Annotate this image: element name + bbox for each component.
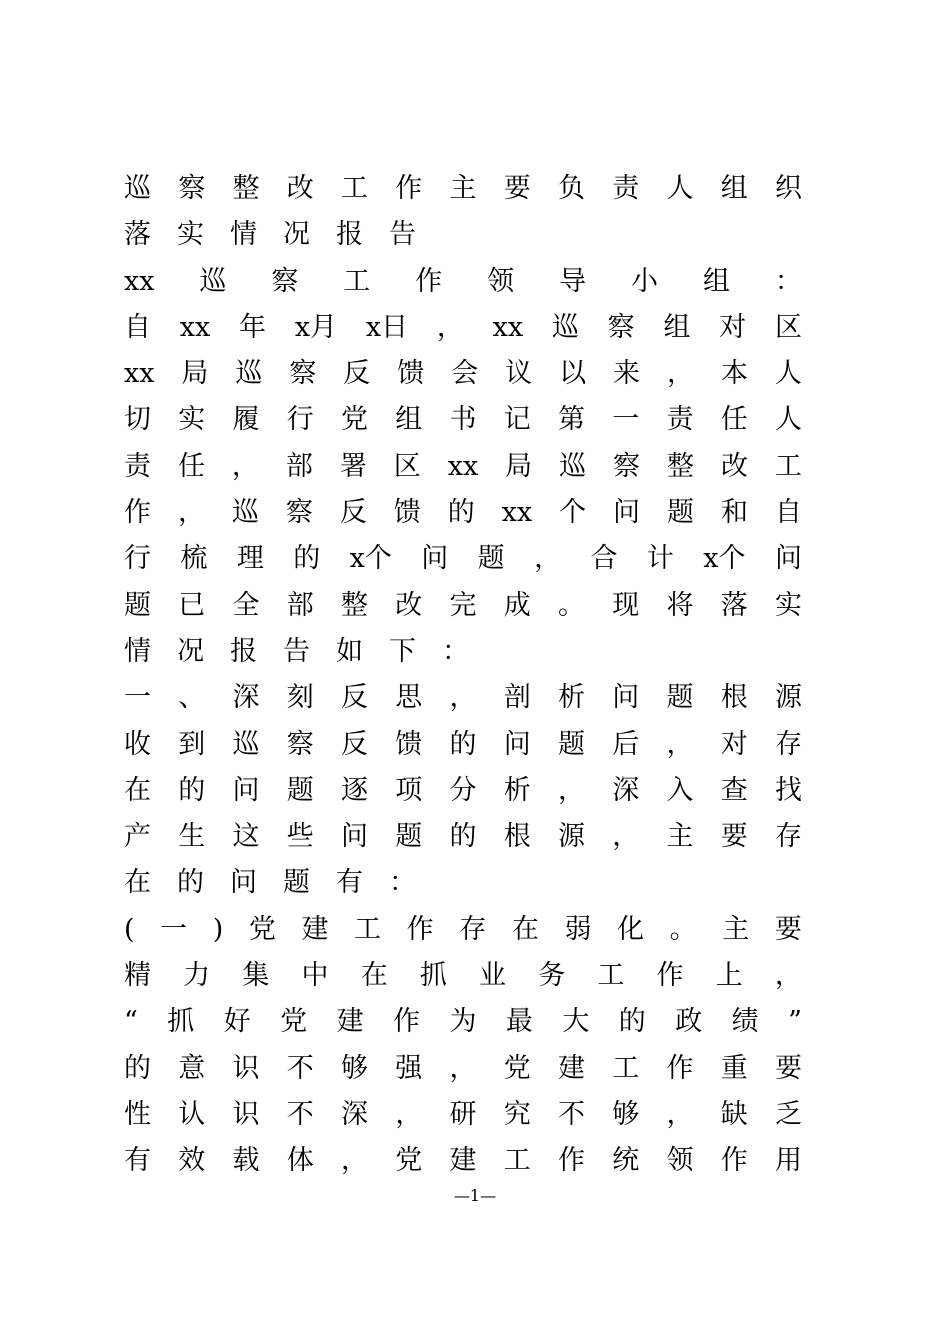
text-line [124,351,802,397]
text-token: 和 [720,497,748,529]
text-token: 告 [283,635,310,667]
text-token: 整 [667,450,694,482]
text-token: 组 [702,265,730,297]
text-token: xx [124,265,155,297]
text-token: 人 [666,173,694,204]
text-token: 乏 [775,1098,802,1130]
text-line [124,999,802,1045]
text-token: 党 [341,404,368,436]
text-token: 成 [503,589,531,621]
text-token: 化 [617,913,645,945]
text-token: 作 [406,913,434,945]
text-token: 对 [719,311,747,343]
text-line [124,1046,802,1092]
text-token: 况 [283,219,310,251]
text-line [124,583,802,629]
text-token: 刻 [286,682,314,714]
text-token: 统 [612,1145,640,1177]
text-token: 体 [286,1145,314,1177]
text-token: 领 [666,1145,694,1177]
text-token: 主 [666,821,694,853]
page-number: —1— [453,1186,497,1205]
text-token: 记 [503,404,531,436]
text-token: 反 [341,682,368,714]
text-token: ： [442,635,469,667]
text-token: 的 [449,728,477,760]
text-token: 重 [720,1052,748,1084]
text-token: 在 [124,774,151,806]
text-token: 入 [666,774,694,806]
text-token: 责 [612,173,640,204]
text-token: 署 [339,450,367,482]
text-token: 够 [612,1098,640,1130]
text-token: 改 [395,589,423,621]
text-token: 的 [449,821,477,853]
text-token: 局 [505,450,533,482]
text-line [124,490,802,536]
text-token: 整 [341,589,368,621]
text-token: 察 [285,497,313,529]
text-token: ， [558,774,585,806]
text-token: 责 [666,404,694,436]
text-token: xx [124,358,155,390]
text-token: ： [389,867,416,899]
text-token: 察 [271,265,299,297]
text-token: 建 [449,1145,477,1177]
text-token: 已 [178,589,206,621]
text-token: 到 [178,728,206,760]
text-token: 的 [293,543,321,575]
text-token: 绩 [731,1006,759,1038]
text-token: 反 [341,728,368,760]
text-token: 落 [124,219,151,251]
text-token: 负 [558,173,585,204]
text-token: 在 [511,913,539,945]
text-token: 自 [774,497,802,529]
text-token: 工 [597,960,625,992]
text-token: 。 [558,589,585,621]
text-token: 业 [479,960,507,992]
text-token: 现 [612,589,640,621]
text-token: 效 [178,1145,206,1177]
text-token: 况 [177,635,204,667]
text-token: 缺 [720,1098,748,1130]
text-token: 认 [178,1098,206,1130]
text-token: 组 [663,311,691,343]
text-token: 意 [178,1052,206,1084]
text-token: 弱 [564,913,592,945]
text-token: 梳 [180,543,208,575]
text-token: 任 [177,450,205,482]
text-token: 生 [178,821,206,853]
text-token: x个 [703,543,746,575]
text-token: 识 [232,1098,260,1130]
text-token: x月 [294,311,338,343]
text-token: 理 [236,543,264,575]
text-token: 问 [341,821,368,853]
text-token: 责 [124,450,151,482]
text-token: 人 [775,404,802,436]
text-token: ， [436,311,464,343]
text-token: ， [612,821,640,853]
text-token: 识 [232,1052,260,1084]
text-token: 不 [558,1098,585,1130]
text-token: 题 [666,682,694,714]
text-token: 的 [124,1052,151,1084]
text-token: 作 [666,1052,694,1084]
text-token: 要 [720,821,748,853]
text-token: 有 [336,867,363,899]
text-token: 区 [775,311,802,343]
text-token: 合 [590,543,618,575]
text-line [124,259,802,305]
text-token: 书 [449,404,477,436]
text-token: 自 [124,311,151,343]
text-token: 最 [505,1006,533,1038]
text-token: x日 [365,311,409,343]
text-token: ： [774,265,802,297]
text-token: 主 [449,173,477,204]
text-token: ， [231,450,259,482]
text-token: 问 [612,682,640,714]
text-token: 存 [775,728,802,760]
text-token: ， [449,682,477,714]
text-token: 计 [646,543,674,575]
text-token: 党 [280,1006,308,1038]
text-token: 题 [395,821,423,853]
text-token: 作 [124,497,151,529]
text-token: 。 [669,913,697,945]
text-token: ， [177,497,205,529]
text-token: ( [124,913,135,945]
text-token: 情 [124,635,151,667]
text-line [124,953,802,999]
text-token: 问 [230,867,257,899]
text-token: xx [447,450,479,482]
text-token: 以 [559,358,587,390]
text-token: 区 [393,450,421,482]
text-token: 作 [720,1145,748,1177]
text-line [124,768,802,814]
text-token: 会 [451,358,479,390]
text-token: 织 [775,173,802,204]
text-line [124,722,802,768]
document-body [124,166,802,1185]
text-line [124,444,802,490]
text-token: 析 [503,774,531,806]
text-token: 工 [354,913,382,945]
text-line [124,814,802,860]
text-token: 党 [503,1052,531,1084]
text-token: 上 [715,960,743,992]
text-token: xx [501,497,533,529]
text-token: x个 [349,543,392,575]
text-line [124,212,802,258]
text-token: 巡 [559,450,587,482]
text-token: 主 [722,913,750,945]
text-token: 不 [286,1098,314,1130]
text-line [124,860,802,906]
text-token: ， [774,960,802,992]
text-token: 本 [720,358,748,390]
text-token: ， [449,1052,477,1084]
text-token: 找 [775,774,802,806]
text-token: 履 [232,404,260,436]
text-token: 为 [449,1006,477,1038]
text-token: 精 [124,960,151,992]
text-token: 导 [559,265,587,297]
text-token: 察 [613,450,641,482]
text-token: 个 [559,497,587,529]
text-token: 一 [160,913,188,945]
text-token: 完 [449,589,477,621]
text-token: 查 [720,774,748,806]
text-token: 研 [449,1098,477,1130]
text-token: 深 [232,682,260,714]
text-token: 整 [232,173,260,204]
text-token: 组 [395,404,423,436]
text-token: 题 [283,867,310,899]
text-token: 改 [286,173,314,204]
text-token: 报 [230,635,257,667]
text-token: ， [534,543,562,575]
text-token: 工 [341,173,368,204]
text-token: 工 [774,450,802,482]
text-token: 剖 [503,682,531,714]
text-token: 存 [459,913,487,945]
text-token: 部 [286,589,314,621]
text-token: 抓 [167,1006,195,1038]
text-token: 行 [286,404,314,436]
text-token: 第 [558,404,585,436]
text-token: 告 [389,219,416,251]
text-token: 察 [289,358,317,390]
text-token: 析 [558,682,585,714]
text-token: 问 [232,774,260,806]
text-token: ， [666,1098,694,1130]
text-token: 载 [232,1145,260,1177]
text-token: 如 [336,635,363,667]
text-token: 反 [343,358,371,390]
text-token: 实 [178,404,206,436]
text-token: 工 [343,265,371,297]
text-token: 务 [538,960,566,992]
text-token: ， [341,1145,368,1177]
text-token: 问 [613,497,641,529]
text-token: 作 [415,265,443,297]
text-line [124,1138,802,1184]
text-token: 分 [449,774,477,806]
text-token: ， [395,1098,423,1130]
text-token: 、 [178,682,206,714]
text-token: 深 [612,774,640,806]
text-token: 来 [613,358,641,390]
text-token: 在 [360,960,388,992]
text-token: 馈 [393,497,421,529]
text-token: 馈 [397,358,425,390]
text-token: 作 [395,173,423,204]
text-token: 巡 [551,311,579,343]
text-token: 问 [774,543,802,575]
text-token: ) [212,913,224,945]
text-token: 建 [336,1006,364,1038]
text-token: 大 [562,1006,590,1038]
text-token: 组 [720,173,748,204]
text-token: 存 [775,821,802,853]
text-token: 政 [675,1006,703,1038]
text-token: 根 [503,821,531,853]
text-token: 行 [124,543,151,575]
text-token: 够 [341,1052,368,1084]
text-token: ， [666,728,694,760]
text-line [124,305,802,351]
text-token: 落 [720,589,748,621]
text-token: 要 [775,1052,802,1084]
text-token: 这 [232,821,260,853]
text-token: 全 [232,589,260,621]
text-token: 部 [285,450,313,482]
text-line [124,1092,802,1138]
text-token: 对 [720,728,748,760]
text-token: 性 [124,1098,151,1130]
text-token: 的 [447,497,475,529]
text-token: 题 [558,728,585,760]
text-token: 题 [124,589,151,621]
text-token: 集 [242,960,270,992]
text-token: 后 [612,728,640,760]
text-token: 逐 [341,774,368,806]
text-token: 源 [775,682,802,714]
text-token: 察 [178,173,206,204]
text-line [124,166,802,212]
text-line [124,536,802,582]
text-token: 巡 [231,497,259,529]
text-token: 不 [286,1052,314,1084]
text-token: 一 [124,682,151,714]
text-token: 切 [124,404,151,436]
text-token: xx [492,311,524,343]
text-token: 问 [421,543,449,575]
text-token: 党 [395,1145,423,1177]
text-token: 深 [341,1098,368,1130]
text-token: 有 [124,1145,151,1177]
text-token: 任 [720,404,748,436]
text-token: 察 [286,728,314,760]
text-token: 作 [393,1006,420,1038]
text-token: 中 [301,960,329,992]
text-token: 下 [389,635,416,667]
text-token: 工 [503,1145,531,1177]
text-token: 议 [505,358,533,390]
text-token: 改 [720,450,748,482]
text-token: 小 [631,265,659,297]
text-token: 报 [336,219,363,251]
text-token: “ [124,1006,138,1038]
text-token: 将 [666,589,694,621]
text-token: 作 [656,960,684,992]
text-token: 抓 [419,960,447,992]
text-token: 些 [286,821,314,853]
text-token: 题 [286,774,314,806]
text-token: 产 [124,821,151,853]
text-token: ” [788,1006,802,1038]
text-token: 反 [339,497,367,529]
text-token: 巡 [232,728,260,760]
text-line [124,675,802,721]
text-token: 在 [124,867,151,899]
text-token: 的 [618,1006,646,1038]
text-token: 思 [395,682,423,714]
text-token: 要 [774,913,802,945]
text-token: 工 [612,1052,640,1084]
text-line [124,629,802,675]
text-token: 问 [503,728,531,760]
text-token: 建 [558,1052,585,1084]
text-token: 领 [487,265,515,297]
text-line [124,907,802,953]
text-token: 建 [301,913,329,945]
text-token: 究 [503,1098,531,1130]
text-token: 的 [178,774,206,806]
text-token: 根 [720,682,748,714]
text-token: 实 [177,219,204,251]
text-token: xx [179,311,211,343]
text-token: 情 [230,219,257,251]
text-token: 巡 [124,173,151,204]
text-token: 局 [181,358,209,390]
text-token: 强 [395,1052,423,1084]
text-token: 题 [477,543,505,575]
text-token: 题 [667,497,694,529]
text-token: 察 [607,311,635,343]
text-token: 馈 [395,728,423,760]
text-token: ， [667,358,694,390]
text-token: 作 [558,1145,585,1177]
text-token: 党 [248,913,276,945]
text-token: 巡 [235,358,263,390]
text-token: 源 [558,821,585,853]
text-token: 实 [775,589,802,621]
text-token: 项 [395,774,423,806]
text-token: 的 [177,867,204,899]
text-token: 巡 [199,265,227,297]
text-token: 要 [503,173,531,204]
text-token: 一 [612,404,640,436]
text-token: 好 [223,1006,251,1038]
text-line [124,397,802,443]
text-token: 年 [239,311,267,343]
text-token: 用 [775,1145,802,1177]
text-token: 人 [774,358,802,390]
text-token: 收 [124,728,151,760]
text-token: 力 [183,960,211,992]
